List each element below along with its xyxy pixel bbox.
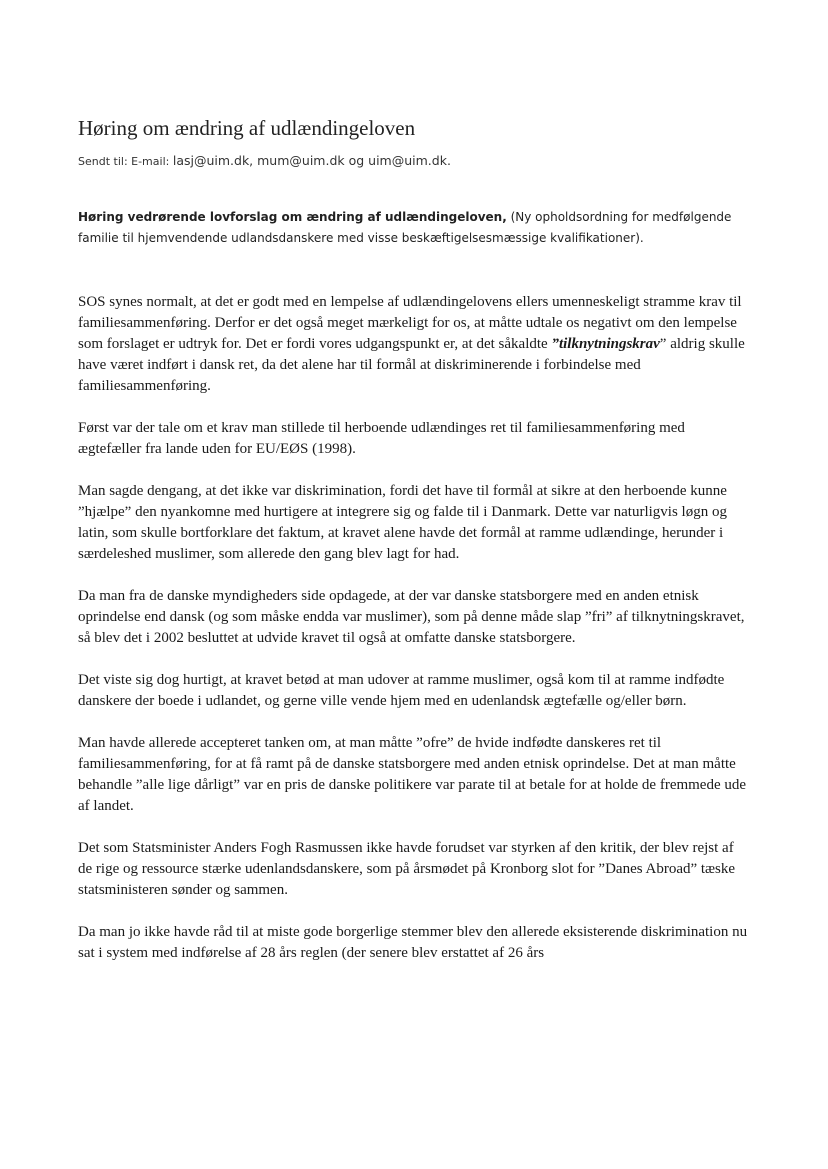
intro-bold-heading: Høring vedrørende lovforslag om ændring af udlændingeloven,: [78, 210, 507, 224]
paragraph-3: Man sagde dengang, at det ikke var diskrimination, fordi det have til formål at sikre at den herboende kunne ”hjælpe” den nyankomne med hurtigere at integrere sig og falde til i Danmark. Dette var naturligvis løgn og latin, som skulle bortforklare det faktum, at kravet alene havde det formål at ramme udlændinge, herunder i særdeleshed muslimer, som allerede den gang blev lagt for had.: [78, 483, 727, 562]
recipients-label: Sendt til: E-mail:: [78, 155, 173, 168]
paragraph-7: Det som Statsminister Anders Fogh Rasmussen ikke havde forudset var styrken af den kritik, der blev rejst af de rige og ressource stærke udenlandsdanskere, som på årsmødet på Kronborg slot for ”Danes Abroad” tæske statsministeren sønder og sammen.: [78, 840, 736, 898]
paragraph-1-keyword: ”tilknytningskrav: [551, 336, 660, 352]
body-text: [78, 292, 748, 985]
paragraph-6: Man havde allerede accepteret tanken om, at man måtte ”ofre” de hvide indfødte danskeres ret til familiesammenføring, for at få ramt på de danske statsborgere med anden etnisk oprindelse. Det at man måtte behandle ”alle lige dårligt” var en pris de danske politikere var parate til at betale for at holde de fremmede ude af landet.: [78, 735, 747, 814]
paragraph-4: Da man fra de danske myndigheders side opdagede, at der var danske statsborgere med en anden etnisk oprindelse end dansk (og som måske endda var muslimer), som på denne måde slap ”fri” af tilknytningskravet, så blev det i 2002 besluttet at udvide kravet til også at omfatte danske statsborgere.: [78, 588, 745, 646]
paragraph-5: Det viste sig dog hurtigt, at kravet betød at man udover at ramme muslimer, også kom til at ramme indfødte danskere der boede i udlandet, og gerne ville vende hjem med en udenlandsk ægtefælle og/eller børn.: [78, 672, 725, 709]
paragraph-2: Først var der tale om et krav man stillede til herboende udlændinges ret til familiesammenføring med ægtefæller fra lande uden for EU/EØS (1998).: [78, 420, 685, 457]
document-title: Høring om ændring af udlændingeloven: [78, 116, 416, 140]
recipients-emails: lasj@uim.dk, mum@uim.dk og uim@uim.dk.: [172, 153, 451, 168]
intro-paragraph: [78, 207, 758, 249]
paragraph-1-start: SOS synes normalt, at det er godt med en lempelse af udlændingelovens ellers umenneskeligt stramme krav til familiesammenføring. Derfor er det også meget mærkeligt for os, at måtte udtale os negativt om den lempelse som forslaget er udtryk for. Det er fordi vores udgangspunkt er, at det såkaldte: [78, 294, 742, 352]
paragraph-1-end: ” aldrig skulle have været indført i dansk ret, da det alene har til formål at diskriminerende i forbindelse med familiesammenføring.: [78, 336, 745, 394]
intro-description: (Ny opholdsordning for medfølgende familie til hjemvendende udlandsdanskere med visse beskæftigelsesmæssige kvalifikationer).: [78, 210, 732, 245]
recipients-line: [78, 153, 451, 168]
paragraph-1: [78, 292, 748, 397]
paragraph-8: Da man jo ikke havde råd til at miste gode borgerlige stemmer blev den allerede eksisterende diskrimination nu sat i system med indførelse af 28 års reglen (der senere blev erstattet af 26 års: [78, 924, 748, 961]
